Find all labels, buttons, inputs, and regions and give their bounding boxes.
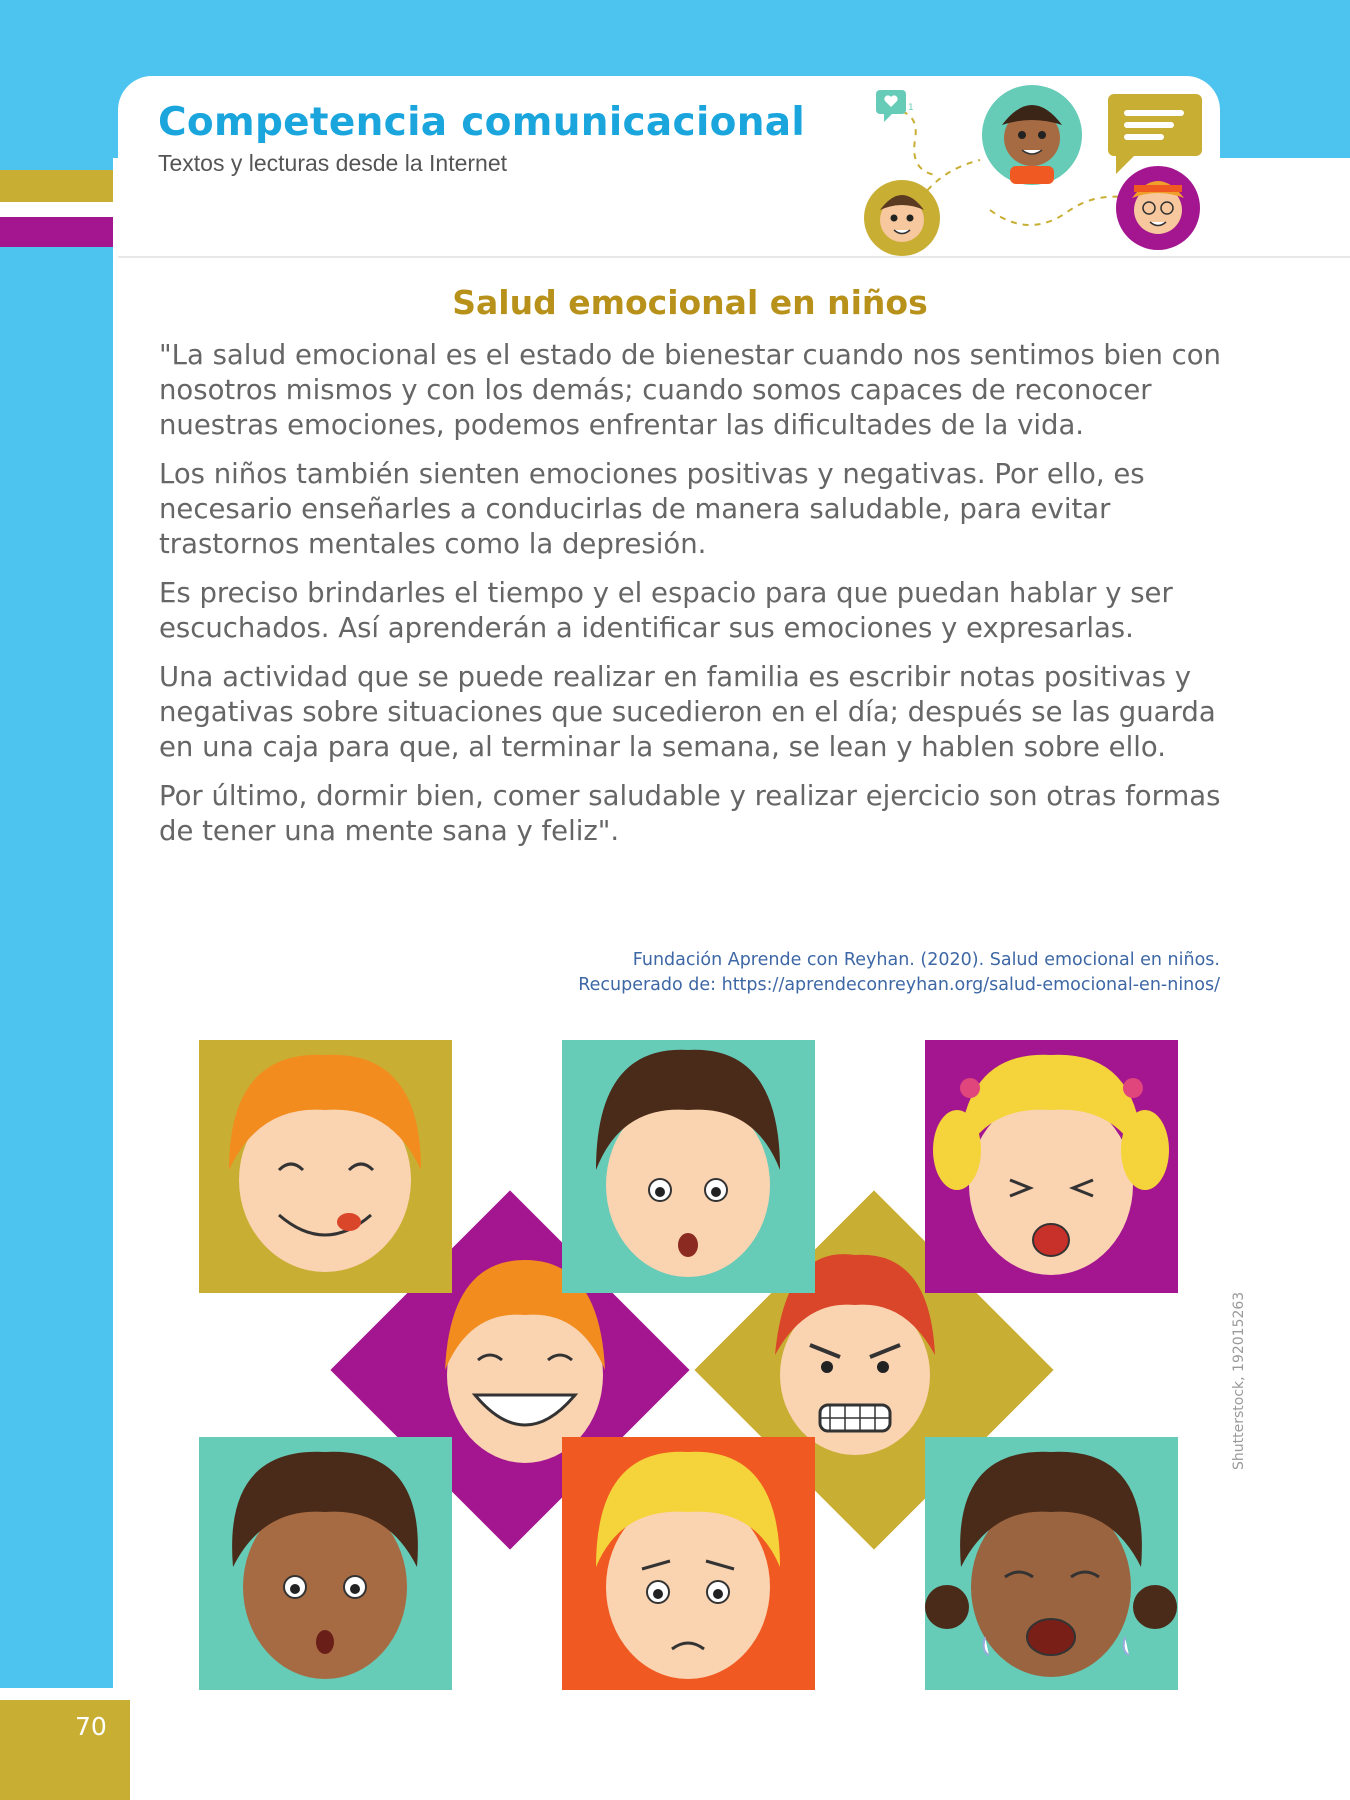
article-title: Salud emocional en niños (452, 283, 928, 322)
face-crying-girl (925, 1040, 1178, 1293)
paragraph-2: Los niños también sienten emociones positivas y negativas. Por ello, es necesario enseñarles a conducirlas de manera saludable, para evitar trastornos mentales como la depresión. (159, 458, 1145, 560)
paragraph-1: "La salud emocional es el estado de bienestar cuando nos sentimos bien con nosotros mismos y con los demás; cuando somos capaces de reconocer nuestras emociones, podemos enfrentar las dificultades de la vida. (159, 339, 1221, 441)
avatar-girl-glasses (1116, 166, 1200, 250)
header-right-panel (1220, 158, 1350, 258)
article-body (159, 338, 1239, 863)
avatar-boy-curly (982, 85, 1082, 185)
paragraph-3: Es preciso brindarles el tiempo y el espacio para que puedan hablar y ser escuchados. Así aprenderán a identificar sus emociones y expresarlas. (159, 577, 1173, 644)
page-number: 70 (75, 1712, 107, 1741)
purple-stripe (0, 217, 113, 247)
face-surprised-boy (562, 1040, 815, 1293)
page-subtitle: Textos y lecturas desde la Internet (158, 150, 508, 176)
svg-text:1: 1 (908, 103, 914, 113)
face-weeping-girl (925, 1437, 1178, 1690)
heart-chat-icon (876, 90, 914, 122)
citation-line-1: Fundación Aprende con Reyhan. (2020). Salud emocional en niños. (632, 950, 1220, 970)
citation-line-2: Recuperado de: https://aprendeconreyhan.org/salud-emocional-en-ninos/ (578, 975, 1220, 995)
left-color-band (0, 158, 113, 1688)
paragraph-5: Por último, dormir bien, comer saludable y realizar ejercicio son otras formas de tener una mente sana y feliz". (159, 780, 1221, 847)
paragraph-4: Una actividad que se puede realizar en familia es escribir notas positivas y negativas sobre situaciones que sucedieron en el día; después se las guarda en una caja para que, al terminar la semana, se lean y hablen sobre ello. (159, 661, 1216, 763)
face-yummy-boy (199, 1040, 452, 1293)
citation (578, 948, 1220, 998)
message-bubble-icon (1108, 94, 1202, 174)
gold-stripe (0, 170, 113, 202)
header-illustration (840, 80, 1220, 260)
photo-credit: Shutterstock, 192015263 (1231, 1291, 1247, 1470)
white-stripe (0, 202, 113, 217)
page-number-box (0, 1700, 130, 1800)
face-shocked-boy (199, 1437, 452, 1690)
face-sad-boy (562, 1437, 815, 1690)
avatar-boy-yellow (864, 180, 940, 256)
page-title: Competencia comunicacional (158, 100, 806, 145)
